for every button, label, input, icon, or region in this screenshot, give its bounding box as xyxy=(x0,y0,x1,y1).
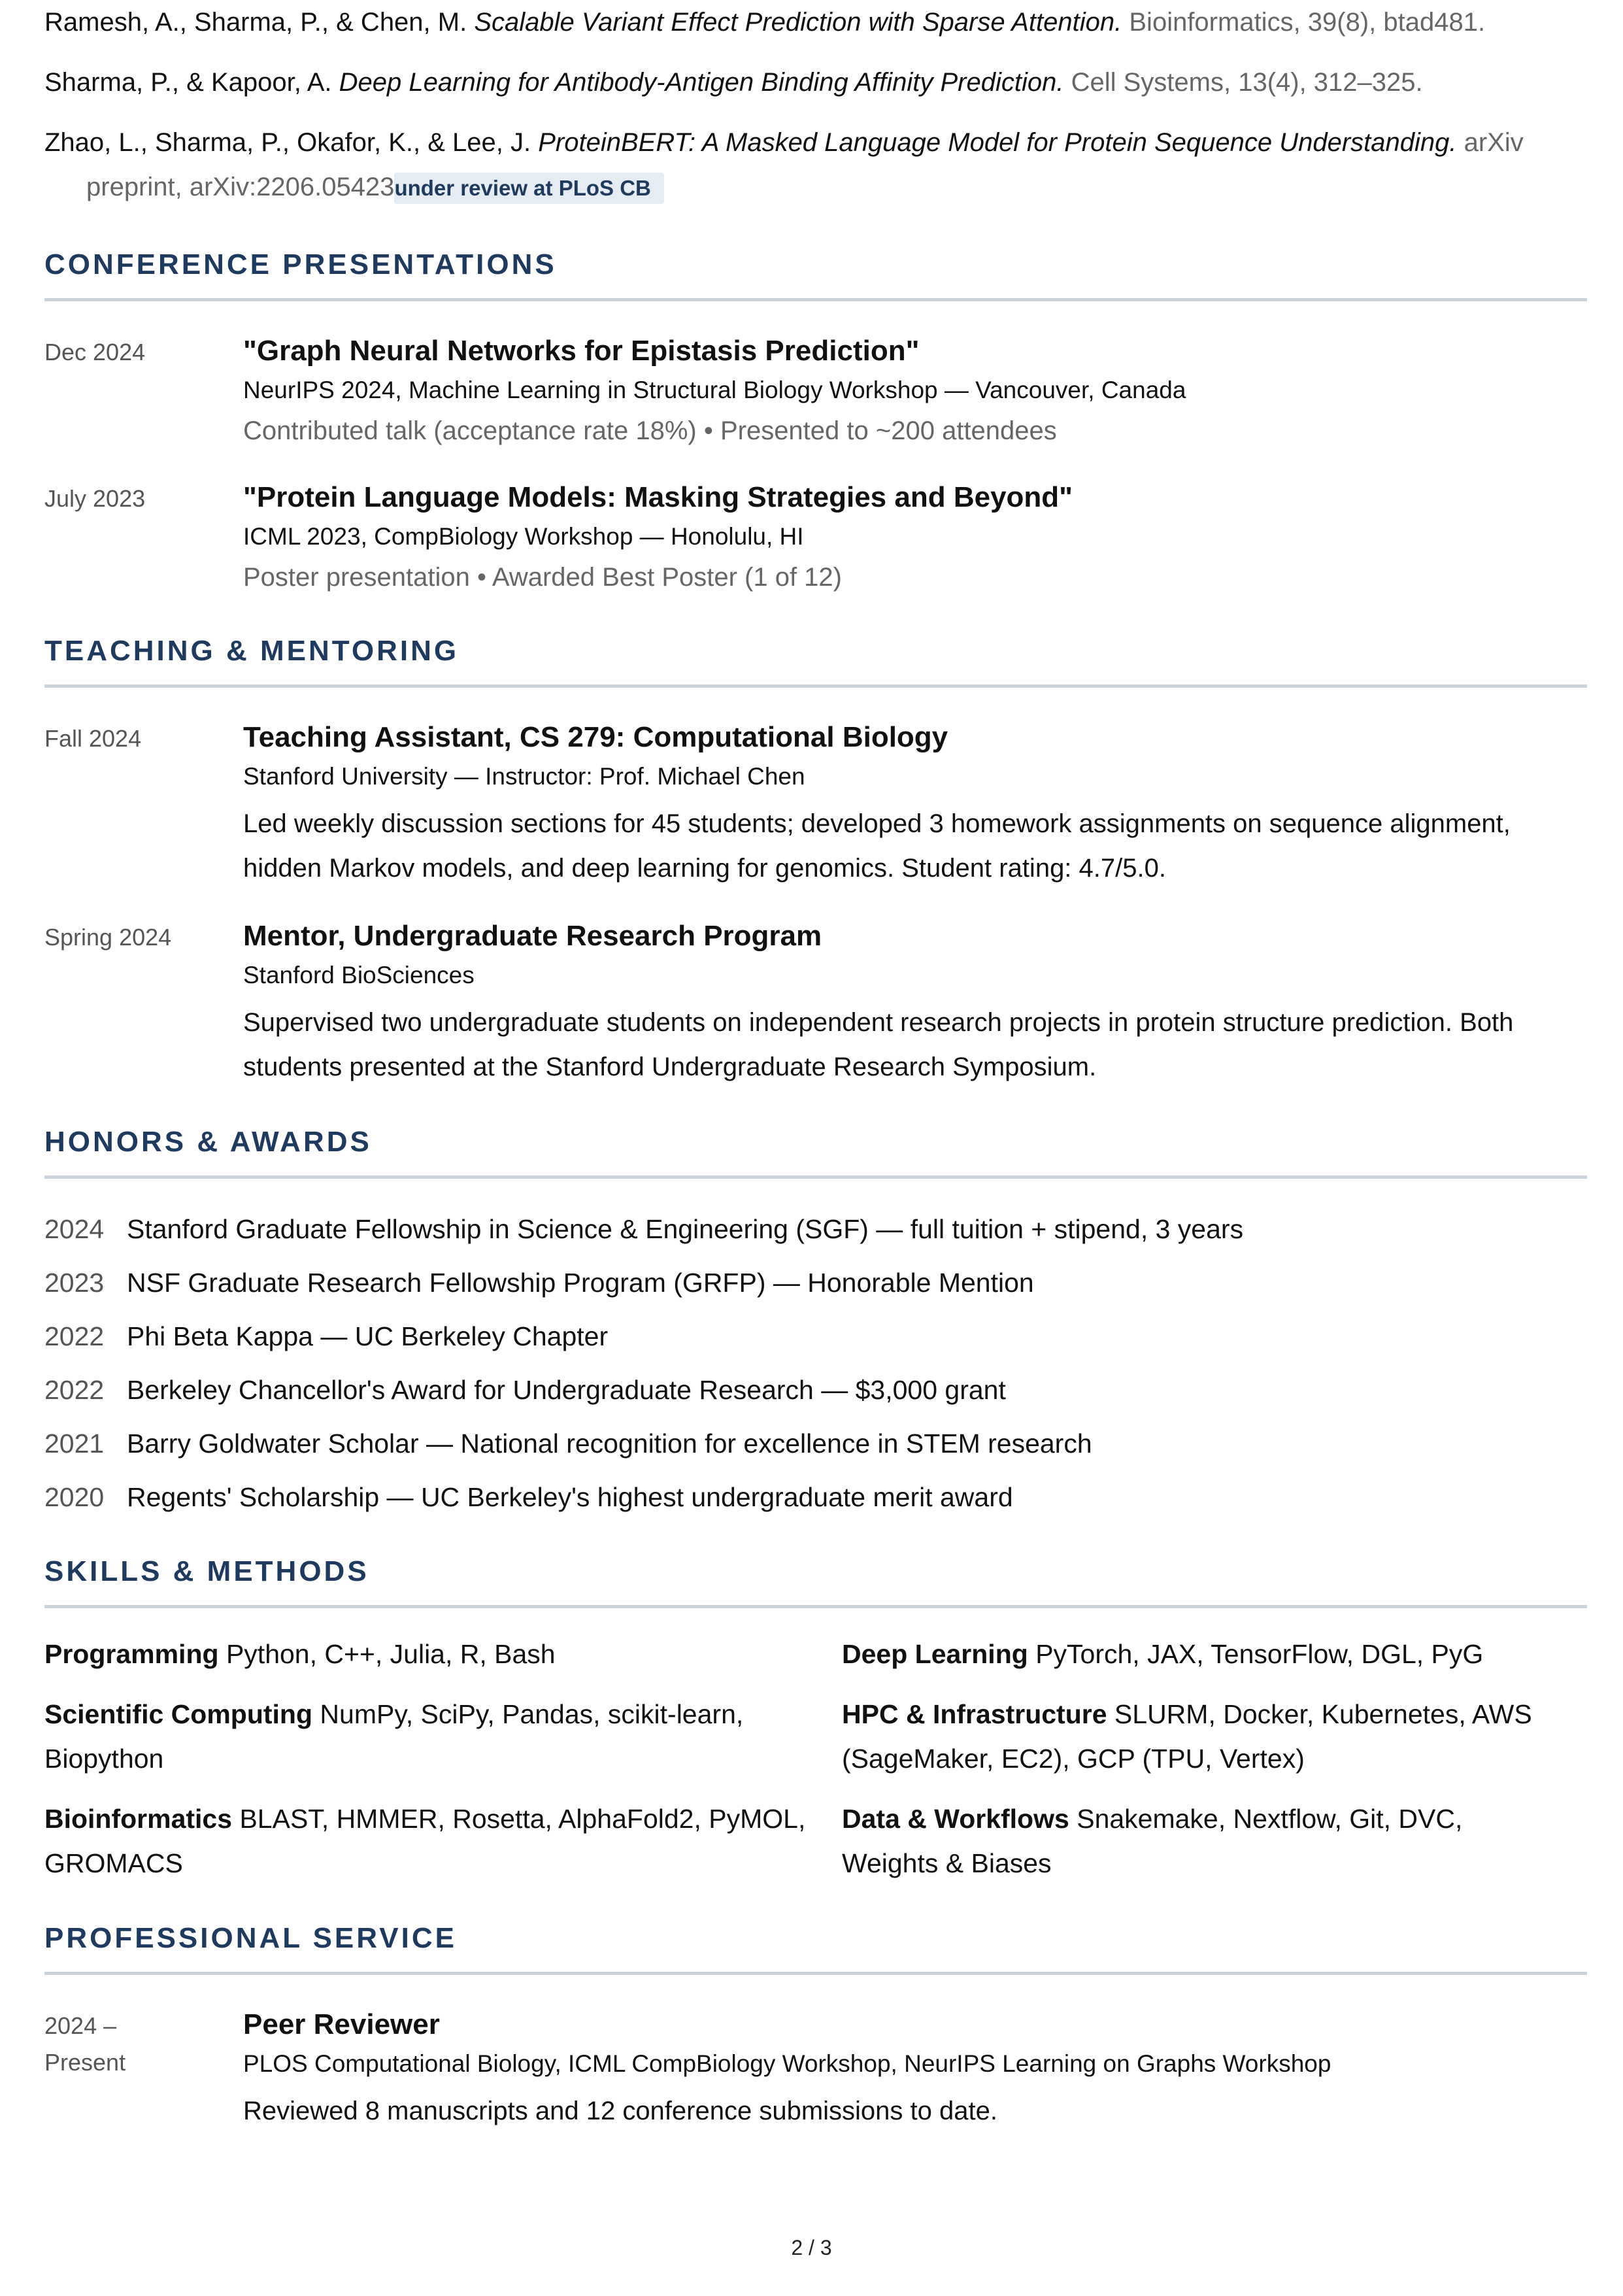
publication-title: ProteinBERT: A Masked Language Model for Protein Sequence Understanding. xyxy=(538,128,1457,157)
skill-group xyxy=(842,1692,1587,1781)
award-text: Berkeley Chancellor's Award for Undergraduate Research — $3,000 grant xyxy=(127,1375,1006,1405)
entry-date-end: Present xyxy=(44,2049,126,2076)
award-item xyxy=(44,1363,1587,1417)
section-heading-skills: SKILLS & METHODS xyxy=(44,1555,1587,1608)
entry-title: Peer Reviewer xyxy=(243,2008,440,2040)
award-item xyxy=(44,1309,1587,1363)
entry-title: Teaching Assistant, CS 279: Computational Biology xyxy=(243,721,948,753)
award-year: 2023 xyxy=(44,1268,105,1298)
award-text: NSF Graduate Research Fellowship Program (GRFP) — Honorable Mention xyxy=(127,1268,1034,1298)
publication-entry xyxy=(44,60,1587,105)
entry-date xyxy=(44,2005,243,2133)
skill-group xyxy=(44,1632,842,1676)
teaching-entry xyxy=(44,718,1587,890)
award-item xyxy=(44,1470,1587,1524)
skill-group xyxy=(44,1797,842,1885)
publication-authors: Zhao, L., Sharma, P., Okafor, K., & Lee, J. xyxy=(44,128,531,157)
publication-title: Scalable Variant Effect Prediction with Sparse Attention. xyxy=(474,8,1122,37)
publication-venue: arXiv preprint, arXiv:2206.05423 xyxy=(86,128,1524,201)
publication-title: Deep Learning for Antibody-Antigen Binding Affinity Prediction. xyxy=(339,68,1064,97)
entry-date: Spring 2024 xyxy=(44,924,172,951)
entry-venue: NeurIPS 2024, Machine Learning in Structural Biology Workshop — Vancouver, Canada xyxy=(243,377,1186,403)
award-year: 2022 xyxy=(44,1321,105,1351)
award-text: Stanford Graduate Fellowship in Science & Engineering (SGF) — full tuition + stipend, 3 years xyxy=(127,1214,1244,1244)
skill-category: HPC & Infrastructure xyxy=(842,1699,1107,1729)
section-heading-conferences: CONFERENCE PRESENTATIONS xyxy=(44,248,1587,301)
award-year: 2022 xyxy=(44,1375,105,1405)
award-item xyxy=(44,1256,1587,1309)
skill-category: Scientific Computing xyxy=(44,1699,312,1729)
publication-entry xyxy=(44,0,1587,44)
entry-title: Mentor, Undergraduate Research Program xyxy=(243,920,822,952)
publication-entry xyxy=(44,120,1587,209)
skill-group xyxy=(842,1797,1587,1885)
entry-body xyxy=(243,718,1587,890)
conference-entry xyxy=(44,478,1587,598)
teaching-entry xyxy=(44,917,1587,1089)
skill-category: Deep Learning xyxy=(842,1639,1028,1669)
entry-date: Dec 2024 xyxy=(44,339,146,365)
entry-date: Fall 2024 xyxy=(44,725,142,752)
publication-venue: Cell Systems, 13(4), 312–325. xyxy=(1071,68,1423,97)
entry-meta: Poster presentation • Awarded Best Poster (1 of 12) xyxy=(243,563,842,592)
entry-body xyxy=(243,331,1587,452)
skill-category: Data & Workflows xyxy=(842,1804,1069,1834)
entry-title: "Graph Neural Networks for Epistasis Prediction" xyxy=(243,335,920,367)
skill-values: NumPy, SciPy, Pandas, scikit-learn, Biopython xyxy=(44,1699,744,1774)
entry-meta: Contributed talk (acceptance rate 18%) • Presented to ~200 attendees xyxy=(243,416,1057,445)
skill-category: Bioinformatics xyxy=(44,1804,233,1834)
award-year: 2020 xyxy=(44,1482,105,1512)
award-year: 2024 xyxy=(44,1214,105,1244)
awards-list xyxy=(44,1202,1587,1524)
page-number: 2 / 3 xyxy=(791,2236,832,2259)
entry-date-start: 2024 – xyxy=(44,2012,117,2039)
publications-list xyxy=(44,0,1587,209)
entry-description: Reviewed 8 manuscripts and 12 conference submissions to date. xyxy=(243,2097,997,2125)
award-year: 2021 xyxy=(44,1428,105,1459)
entry-title: "Protein Language Models: Masking Strategies and Beyond" xyxy=(243,481,1073,513)
publication-authors: Ramesh, A., Sharma, P., & Chen, M. xyxy=(44,8,467,37)
service-entry xyxy=(44,2005,1587,2133)
skill-values: PyTorch, JAX, TensorFlow, DGL, PyG xyxy=(1035,1639,1484,1669)
section-heading-service: PROFESSIONAL SERVICE xyxy=(44,1922,1587,1975)
skill-values: SLURM, Docker, Kubernetes, AWS (SageMaker, EC2), GCP (TPU, Vertex) xyxy=(842,1699,1532,1774)
section-heading-honors: HONORS & AWARDS xyxy=(44,1126,1587,1179)
skills-grid xyxy=(44,1632,1587,1885)
entry-date: July 2023 xyxy=(44,485,146,512)
entry-description: Supervised two undergraduate students on independent research projects in protein structure prediction. Both students presented at the Stanford Undergraduate Research Symposium. xyxy=(243,1008,1514,1081)
conference-entry xyxy=(44,331,1587,452)
entry-organization: Stanford BioSciences xyxy=(243,962,475,988)
skill-category: Programming xyxy=(44,1639,219,1669)
skill-values: BLAST, HMMER, Rosetta, AlphaFold2, PyMOL, GROMACS xyxy=(44,1804,806,1878)
skill-group xyxy=(842,1632,1587,1676)
entry-venue: ICML 2023, CompBiology Workshop — Honolulu, HI xyxy=(243,523,804,550)
award-item xyxy=(44,1417,1587,1470)
entry-organization: PLOS Computational Biology, ICML CompBiology Workshop, NeurIPS Learning on Graphs Workshop xyxy=(243,2050,1331,2077)
entry-body xyxy=(243,2005,1587,2133)
entry-organization: Stanford University — Instructor: Prof. Michael Chen xyxy=(243,763,805,790)
skill-values: Snakemake, Nextflow, Git, DVC, Weights & Biases xyxy=(842,1804,1463,1878)
award-text: Barry Goldwater Scholar — National recognition for excellence in STEM research xyxy=(127,1428,1092,1459)
skill-values: Python, C++, Julia, R, Bash xyxy=(226,1639,556,1669)
publication-venue: Bioinformatics, 39(8), btad481. xyxy=(1129,8,1486,37)
award-text: Phi Beta Kappa — UC Berkeley Chapter xyxy=(127,1321,609,1351)
publication-authors: Sharma, P., & Kapoor, A. xyxy=(44,68,332,97)
page-content xyxy=(44,0,1587,2133)
skill-group xyxy=(44,1692,842,1781)
review-status-badge: under review at PLoS CB xyxy=(394,173,663,204)
award-item xyxy=(44,1202,1587,1256)
award-text: Regents' Scholarship — UC Berkeley's highest undergraduate merit award xyxy=(127,1482,1013,1512)
entry-description: Led weekly discussion sections for 45 students; developed 3 homework assignments on sequence alignment, hidden Markov models, and deep learning for genomics. Student rating: 4.7/5.0. xyxy=(243,809,1511,883)
section-heading-teaching: TEACHING & MENTORING xyxy=(44,635,1587,688)
entry-body xyxy=(243,478,1587,598)
entry-body xyxy=(243,917,1587,1089)
